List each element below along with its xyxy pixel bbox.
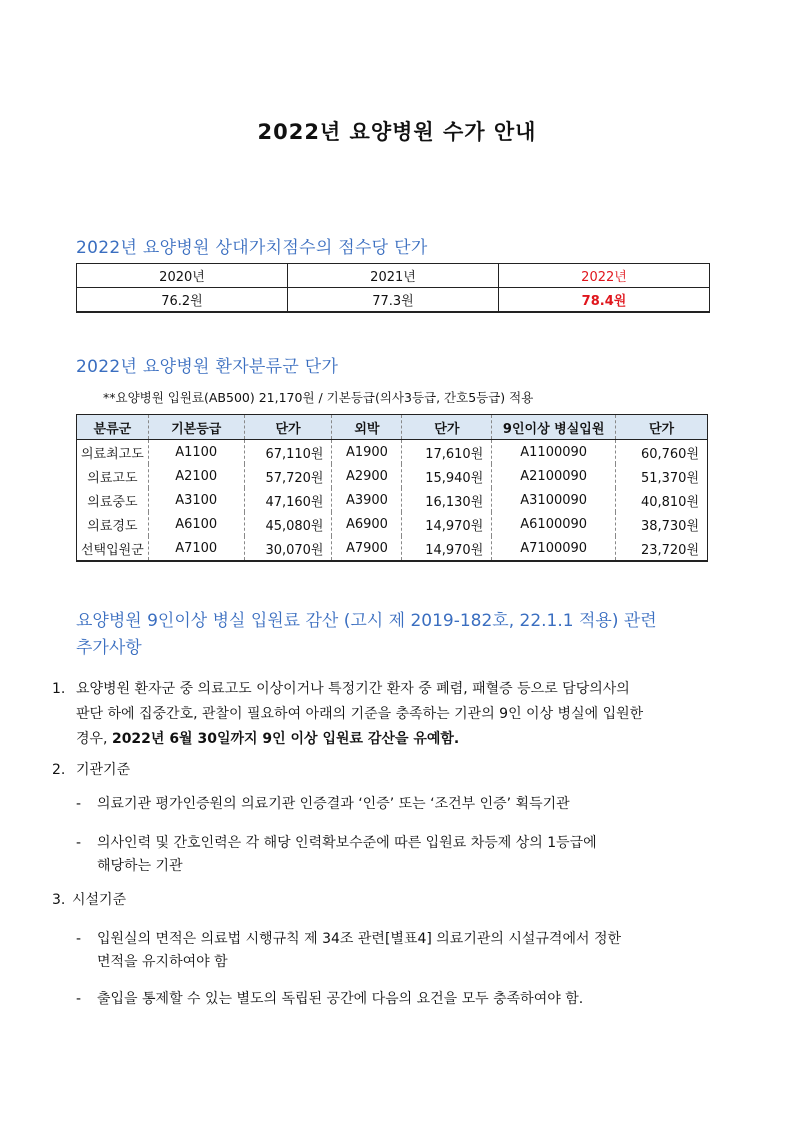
dash-marker: - (76, 991, 82, 1007)
paragraph-line: 요양병원 환자군 중 의료고도 이상이거나 특정기간 환자 중 폐렴, 패혈증 등으로 담당의사의 (76, 681, 630, 697)
bullet-item (76, 928, 621, 974)
table-cell: 45,080원 (244, 512, 332, 536)
table-row (77, 536, 708, 561)
table-cell: 선택입원군 (77, 536, 149, 561)
table-cell: A1900 (332, 440, 402, 465)
table-cell: A7100 (148, 536, 244, 561)
table-note: **요양병원 입원료(AB500) 21,170원 / 기본등급(의사3등급, 간호5등급) 적용 (103, 390, 534, 405)
list-item-label: 기관기준 (76, 762, 131, 778)
table-cell: 의료경도 (77, 512, 149, 536)
table-cell: A7900 (332, 536, 402, 561)
table-cell: A6100 (148, 512, 244, 536)
year-cell: 2020년 (77, 264, 288, 288)
table-cell: 40,810원 (616, 488, 708, 512)
bullet-item (76, 988, 584, 1011)
table-row (77, 512, 708, 536)
table-cell: A2100090 (492, 464, 616, 488)
table-cell: 38,730원 (616, 512, 708, 536)
column-header: 9인이상 병실입원 (492, 415, 616, 440)
paragraph-line: 판단 하에 집중간호, 관찰이 필요하여 아래의 기준을 충족하는 기관의 9인 이상 병실에 입원한 (76, 706, 644, 722)
section-heading-unit-price: 2022년 요양병원 상대가치점수의 점수당 단가 (76, 238, 428, 258)
column-header: 외박 (332, 415, 402, 440)
table-cell: A2100 (148, 464, 244, 488)
table-cell: 30,070원 (244, 536, 332, 561)
table-row (77, 440, 708, 465)
paragraph-text: 경우, (76, 731, 112, 747)
table-cell: 57,720원 (244, 464, 332, 488)
table-cell: 17,610원 (402, 440, 492, 465)
table-cell: A3100090 (492, 488, 616, 512)
dash-marker: - (76, 931, 82, 947)
column-header: 단가 (402, 415, 492, 440)
bullet-line: 입원실의 면적은 의료법 시행규칙 제 34조 관련[별표4] 의료기관의 시설규격에서 정한 (97, 931, 621, 947)
table-row (77, 464, 708, 488)
bullet-item (76, 832, 597, 878)
table-cell: 47,160원 (244, 488, 332, 512)
paragraph-line (76, 727, 716, 752)
list-item-1 (76, 677, 716, 752)
table-cell: 의료고도 (77, 464, 149, 488)
table-row (77, 488, 708, 512)
section-heading-line: 추가사항 (76, 638, 142, 658)
table-cell: A1100 (148, 440, 244, 465)
bullet-line: 의사인력 및 간호인력은 각 해당 인력확보수준에 따른 입원료 차등제 상의 1등급에 (97, 835, 597, 851)
price-cell-highlight: 78.4원 (499, 288, 710, 313)
list-item-label: 시설기준 (72, 892, 127, 908)
table-cell: A7100090 (492, 536, 616, 561)
table-cell: 14,970원 (402, 536, 492, 561)
bullet-item (76, 793, 570, 816)
table-cell: A3100 (148, 488, 244, 512)
table-cell: 15,940원 (402, 464, 492, 488)
table-cell: A1100090 (492, 440, 616, 465)
dash-marker: - (76, 835, 82, 851)
list-number: 3. (52, 892, 66, 908)
list-number: 2. (52, 762, 66, 778)
table-cell: A6100090 (492, 512, 616, 536)
table-cell: 의료중도 (77, 488, 149, 512)
bullet-line: 면적을 유지하여야 함 (97, 954, 228, 970)
patient-class-table (76, 414, 708, 562)
dash-marker: - (76, 796, 82, 812)
table-cell: 67,110원 (244, 440, 332, 465)
page-title: 2022년 요양병원 수가 안내 (257, 120, 537, 144)
table-cell: 60,760원 (616, 440, 708, 465)
table-cell: 23,720원 (616, 536, 708, 561)
column-header: 단가 (244, 415, 332, 440)
year-cell: 2021년 (288, 264, 499, 288)
table-cell: 51,370원 (616, 464, 708, 488)
emphasis-text: 2022년 6월 30일까지 9인 이상 입원료 감산을 유예함. (111, 731, 460, 747)
table-cell: A3900 (332, 488, 402, 512)
bullet-line: 출입을 통제할 수 있는 별도의 독립된 공간에 다음의 요건을 모두 충족하여야 함. (97, 991, 584, 1007)
column-header: 분류군 (77, 415, 149, 440)
table-header-row (77, 415, 708, 440)
year-cell-highlight: 2022년 (499, 264, 710, 288)
price-cell: 77.3원 (288, 288, 499, 313)
table-cell: A6900 (332, 512, 402, 536)
table-cell: 14,970원 (402, 512, 492, 536)
column-header: 기본등급 (148, 415, 244, 440)
price-cell: 76.2원 (77, 288, 288, 313)
section-heading-line: 요양병원 9인이상 병실 입원료 감산 (고시 제 2019-182호, 22.1.1 적용) 관련 (76, 611, 657, 631)
section-heading-9bed-reduction (76, 608, 716, 662)
bullet-line: 의료기관 평가인증원의 의료기관 인증결과 ‘인증’ 또는 ‘조건부 인증’ 획득기관 (97, 796, 570, 812)
column-header: 단가 (616, 415, 708, 440)
table-cell: 의료최고도 (77, 440, 149, 465)
list-number: 1. (52, 681, 66, 697)
section-heading-patient-class: 2022년 요양병원 환자분류군 단가 (76, 357, 339, 377)
table-cell: A2900 (332, 464, 402, 488)
unit-price-table (76, 263, 710, 313)
bullet-line: 해당하는 기관 (97, 858, 183, 874)
table-cell: 16,130원 (402, 488, 492, 512)
